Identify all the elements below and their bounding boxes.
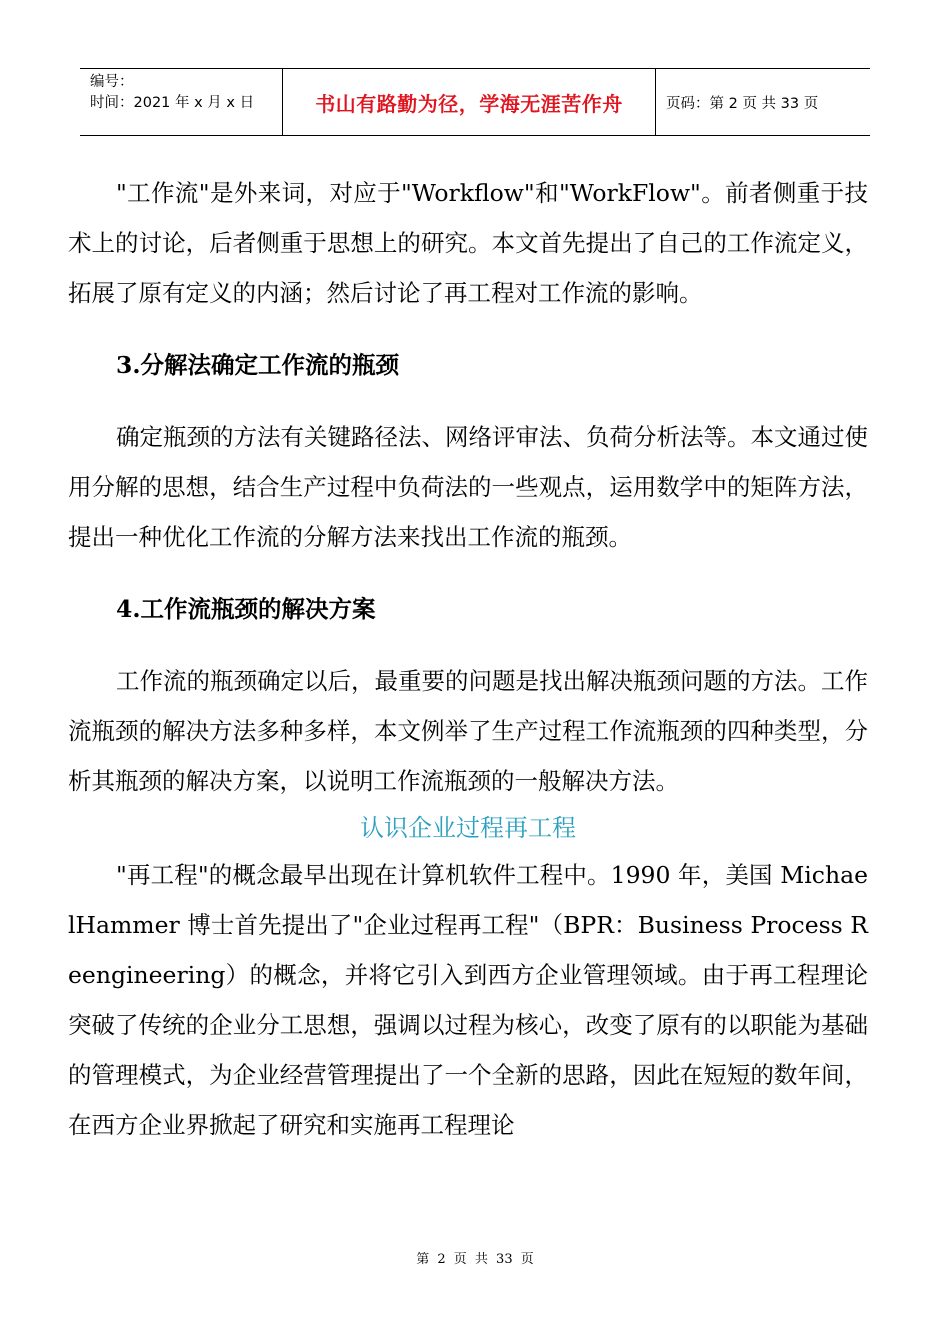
page-footer: 第 2 页 共 33 页 bbox=[416, 1252, 534, 1267]
paragraph-bottleneck-methods: 确定瓶颈的方法有关键路径法、网络评审法、负荷分析法等。本文通过使用分解的思想，结合生产过程中负荷法的一些观点，运用数学中的矩阵方法，提出一种优化工作流的分解方法来找出工作流的瓶颈。 bbox=[68, 423, 868, 551]
paragraph-bottleneck-solutions: 工作流的瓶颈确定以后，最重要的问题是找出解决瓶颈问题的方法。工作流瓶颈的解决方法多种多样，本文例举了生产过程工作流瓶颈的四种类型，分析其瓶颈的解决方案，以说明工作流瓶颈的一般解决方法。 bbox=[68, 667, 868, 795]
header-page-info: 页码：第 2 页 共 33 页 bbox=[666, 95, 819, 112]
section-title: 认识企业过程再工程 bbox=[360, 814, 576, 842]
header-motto: 书山有路勤为径，学海无涯苦作舟 bbox=[282, 69, 656, 135]
header-meta-cell bbox=[80, 69, 282, 135]
heading-section-3: 3.分解法确定工作流的瓶颈 bbox=[116, 351, 400, 379]
paragraph-workflow-definition: "工作流"是外来词，对应于"Workflow"和"WorkFlow"。前者侧重于技术上的讨论，后者侧重于思想上的研究。本文首先提出了自己的工作流定义，拓展了原有定义的内涵；然后讨论了再工程对工作流的影响。 bbox=[68, 179, 868, 307]
time-label: 时间：2021 年 x 月 x 日 bbox=[90, 95, 255, 111]
paragraph-reengineering: "再工程"的概念最早出现在计算机软件工程中。1990 年，美国 MichaelHammer 博士首先提出了"企业过程再工程"（BPR：Business Process Reengineering）的概念，并将它引入到西方企业管理领域。由于再工程理论突破了传统的企业分工思想，强调以过程为核心，改变了原有的以职能为基础的管理模式，为企业经营管理提出了一个全新的思路，因此在短短的数年间，在西方企业界掀起了研究和实施再工程理论 bbox=[68, 861, 868, 1139]
document-header bbox=[80, 68, 870, 136]
document-body bbox=[68, 168, 868, 1150]
heading-section-4: 4.工作流瓶颈的解决方案 bbox=[116, 595, 376, 623]
number-label: 编号： bbox=[90, 74, 134, 90]
